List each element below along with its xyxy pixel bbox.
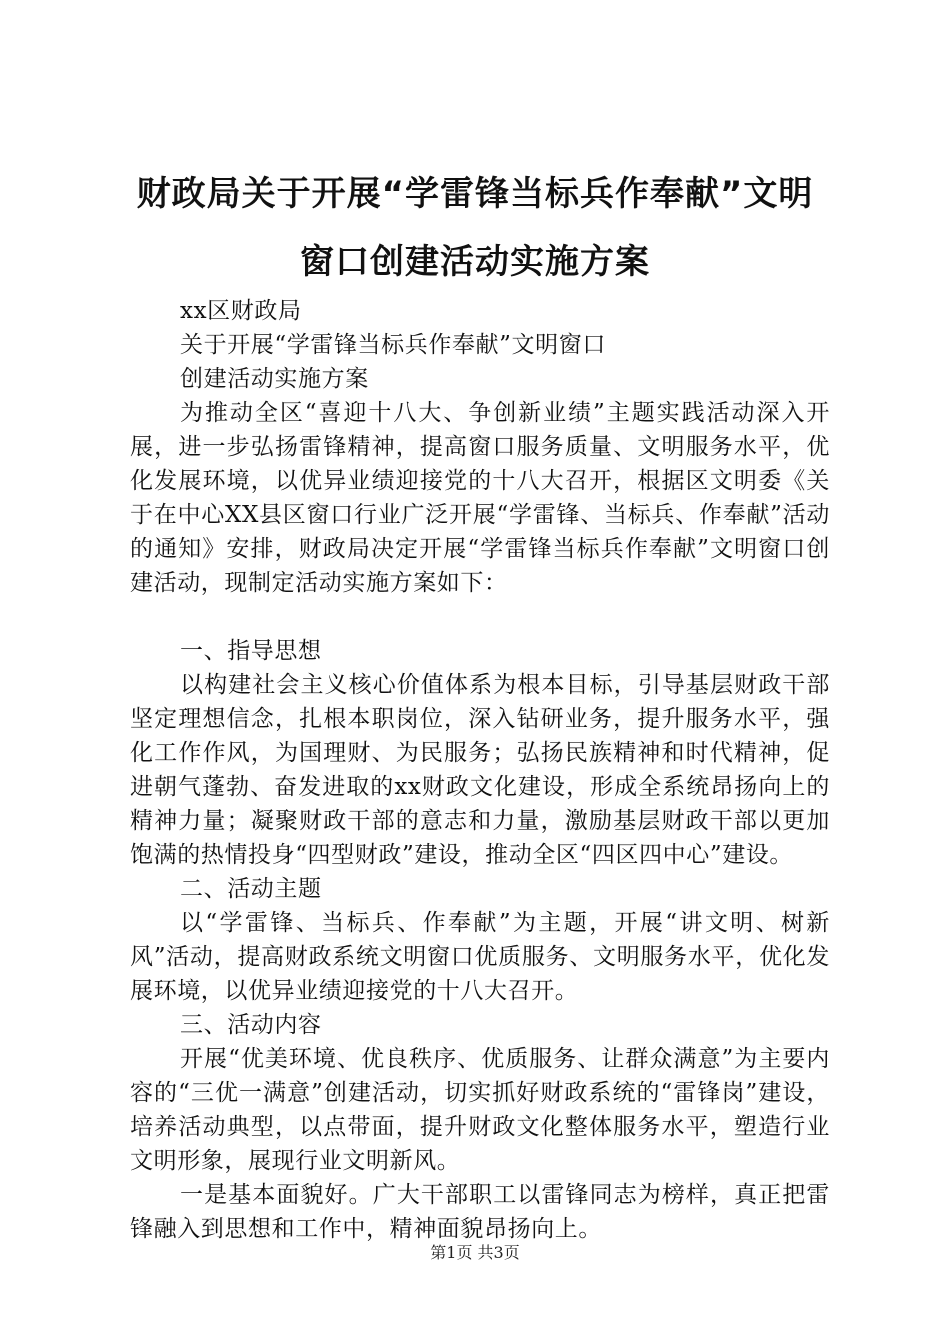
document-body (130, 294, 830, 1246)
section-paragraph: 以构建社会主义核心价值体系为根本目标，引导基层财政干部坚定理想信念，扎根本职岗位，深入钻研业务，提升服务水平，强化工作作风，为国理财、为民服务；弘扬民族精神和时代精神，促进朝气蓬勃、奋发进取的xx财政文化建设，形成全系统昂扬向上的精神力量；凝聚财政干部的意志和力量，激励基层财政干部以更加饱满的热情投身“四型财政”建设，推动全区“四区四中心”建设。 (130, 672, 830, 868)
section-heading-activity-theme: 二、活动主题 (180, 876, 322, 902)
section-heading-activity-content: 三、活动内容 (180, 1012, 322, 1038)
title-line-1: 财政局关于开展“学雷锋当标兵作奉献”文明 (136, 174, 814, 214)
title-line-2: 窗口创建活动实施方案 (300, 242, 650, 282)
section-heading-guiding-thought: 一、指导思想 (180, 638, 322, 664)
section-paragraph: 一是基本面貌好。广大干部职工以雷锋同志为榜样，真正把雷锋融入到思想和工作中，精神面貌昂扬向上。 (130, 1182, 830, 1242)
subtitle-line-2: 创建活动实施方案 (180, 366, 369, 392)
issuer-line: xx区财政局 (180, 298, 302, 324)
section-paragraph: 开展“优美环境、优良秩序、优质服务、让群众满意”为主要内容的“三优一满意”创建活动，切实抓好财政系统的“雷锋岗”建设，培养活动典型，以点带面，提升财政文化整体服务水平，塑造行业文明形象，展现行业文明新风。 (130, 1046, 830, 1174)
paragraph-gap (130, 600, 830, 634)
subtitle-line-1: 关于开展“学雷锋当标兵作奉献”文明窗口 (180, 332, 606, 358)
intro-paragraph: 为推动全区“喜迎十八大、争创新业绩”主题实践活动深入开展，进一步弘扬雷锋精神，提高窗口服务质量、文明服务水平，优化发展环境，以优异业绩迎接党的十八大召开，根据区文明委《关于在中心XX县区窗口行业广泛开展“学雷锋、当标兵、作奉献”活动的通知》安排，财政局决定开展“学雷锋当标兵作奉献”文明窗口创建活动，现制定活动实施方案如下： (130, 400, 830, 596)
document-title (120, 160, 830, 296)
page-footer: 第1页 共3页 (430, 1243, 520, 1262)
section-paragraph: 以“学雷锋、当标兵、作奉献”为主题，开展“讲文明、树新风”活动，提高财政系统文明窗口优质服务、文明服务水平，优化发展环境，以优异业绩迎接党的十八大召开。 (130, 910, 830, 1004)
